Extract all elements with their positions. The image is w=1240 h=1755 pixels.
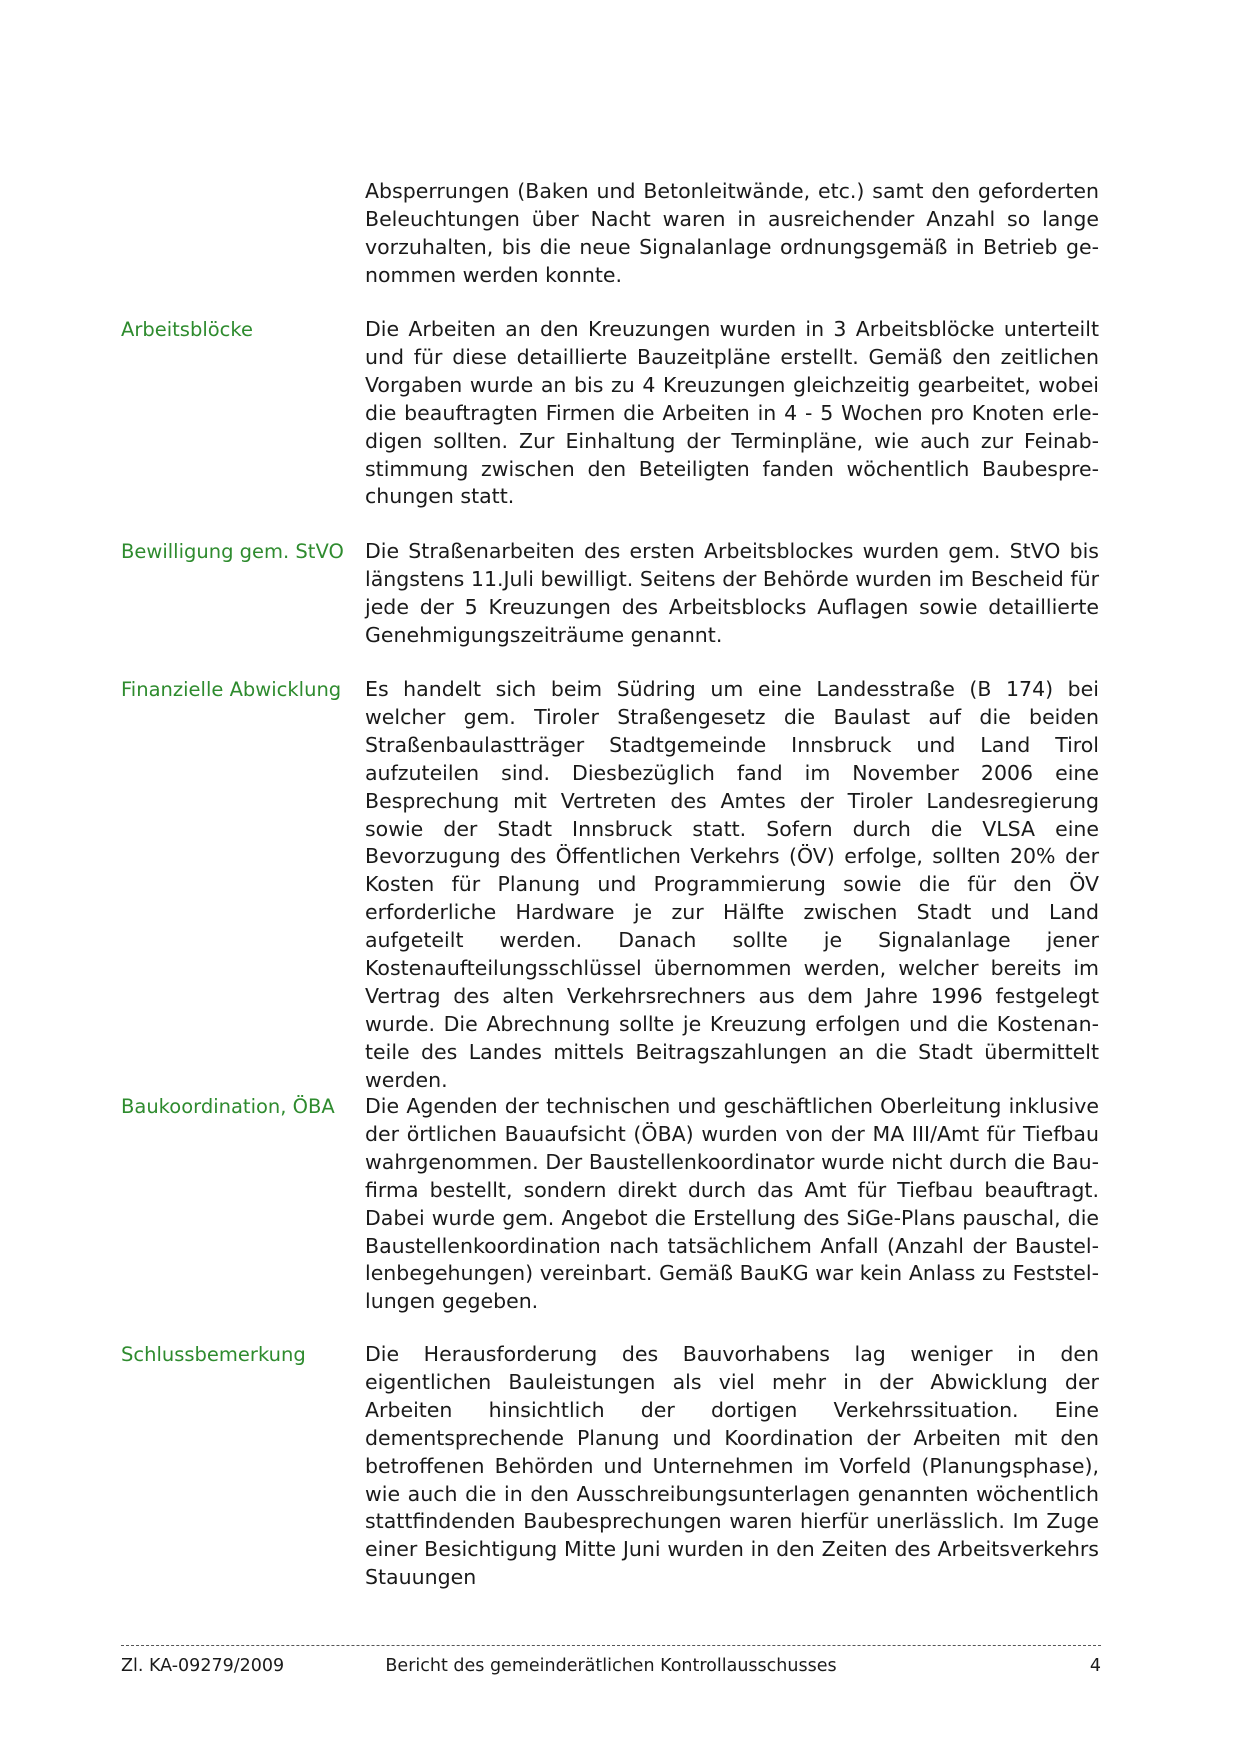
side-label-bewilligung: Bewilligung gem. StVO: [121, 540, 344, 563]
side-label-arbeitsbloecke: Arbeitsblöcke: [121, 318, 253, 341]
footer-divider: [121, 1645, 1101, 1646]
paragraph-baukoordination: Die Agenden der technischen und geschäftlichen Oberleitung inklusive der örtlichen Bauaufsicht (ÖBA) wurden von der MA III/Amt für Tiefbau wahrgenommen. Der Baustellenkoordinator wurde nicht durch die Baufirma bestellt, sondern direkt durch das Amt für Tiefbau beauftragt. Dabei wurde gem. Angebot die Erstellung des SiGe-Plans pauschal, die Baustellenkoordination nach tatsächlichem Anfall (Anzahl der Baustellenbegehungen) vereinbart. Gemäß BauKG war kein Anlass zu Feststellungen gegeben.: [365, 1094, 1099, 1314]
paragraph-schlussbemerkung: Die Herausforderung des Bauvorhabens lag weniger in den eigentlichen Bauleistungen als viel mehr in der Abwicklung der Arbeiten hinsichtlich der dortigen Verkehrssituation. Eine dementsprechende Planung und Koordination der Arbeiten mit den betroffenen Behörden und Unternehmen im Vorfeld (Planungsphase), wie auch die in den Ausschreibungsunterlagen genannten wöchentlich stattfindenden Baubesprechungen waren hierfür unerlässlich. Im Zuge einer Besichtigung Mitte Juni wurden in den Zeiten des Arbeitsverkehrs Stauungen: [365, 1342, 1099, 1590]
paragraph-arbeitsbloecke: Die Arbeiten an den Kreuzungen wurden in 3 Arbeitsblöcke unterteilt und für diese detaillierte Bauzeitpläne erstellt. Gemäß den zeitlichen Vorgaben wurde an bis zu 4 Kreuzungen gleichzeitig gearbeitet, wobei die beauftragten Firmen die Arbeiten in 4 - 5 Wochen pro Knoten erledigen sollten. Zur Einhaltung der Terminpläne, wie auch zur Feinabstimmung zwischen den Beteiligten fanden wöchentlich Baubesprechungen statt.: [365, 317, 1099, 509]
side-label-finanzielle-abwicklung: Finanzielle Abwicklung: [121, 678, 342, 701]
paragraph-bewilligung: Die Straßenarbeiten des ersten Arbeitsblockes wurden gem. StVO bis längstens 11.Juli bewilligt. Seitens der Behörde wurden im Bescheid für jede der 5 Kreuzungen des Arbeitsblocks Auflagen sowie detaillierte Genehmigungszeiträume genannt.: [365, 539, 1099, 647]
page-number: 4: [1089, 1656, 1101, 1676]
footer-reference: Zl. KA-09279/2009: [121, 1656, 285, 1676]
side-label-schlussbemerkung: Schlussbemerkung: [121, 1343, 306, 1366]
paragraph-intro: Absperrungen (Baken und Betonleitwände, etc.) samt den geforderten Beleuchtungen über Nacht waren in ausreichender Anzahl so lange vorzuhalten, bis die neue Signalanlage ordnungsgemäß in Betrieb genommen werden konnte.: [365, 179, 1099, 287]
side-label-baukoordination: Baukoordination, ÖBA: [121, 1095, 335, 1118]
footer-title: Bericht des gemeinderätlichen Kontrollausschusses: [385, 1656, 837, 1676]
paragraph-finanzielle-abwicklung: Es handelt sich beim Südring um eine Landesstraße (B 174) bei welcher gem. Tiroler Straßengesetz die Baulast auf die beiden Straßenbaulastträger Stadtgemeinde Innsbruck und Land Tirol aufzuteilen sind. Diesbezüglich fand im November 2006 eine Besprechung mit Vertreten des Amtes der Tiroler Landesregierung sowie der Stadt Innsbruck statt. Sofern durch die VLSA eine Bevorzugung des Öffentlichen Verkehrs (ÖV) erfolge, sollten 20% der Kosten für Planung und Programmierung sowie die für den ÖV erforderliche Hardware je zur Hälfte zwischen Stadt und Land aufgeteilt werden. Danach sollte je Signalanlage jener Kostenaufteilungsschlüssel übernommen werden, welcher bereits im Vertrag des alten Verkehrsrechners aus dem Jahre 1996 festgelegt wurde. Die Abrechnung sollte je Kreuzung erfolgen und die Kostenanteile des Landes mittels Beitragszahlungen an die Stadt übermittelt werden.: [365, 677, 1099, 1092]
